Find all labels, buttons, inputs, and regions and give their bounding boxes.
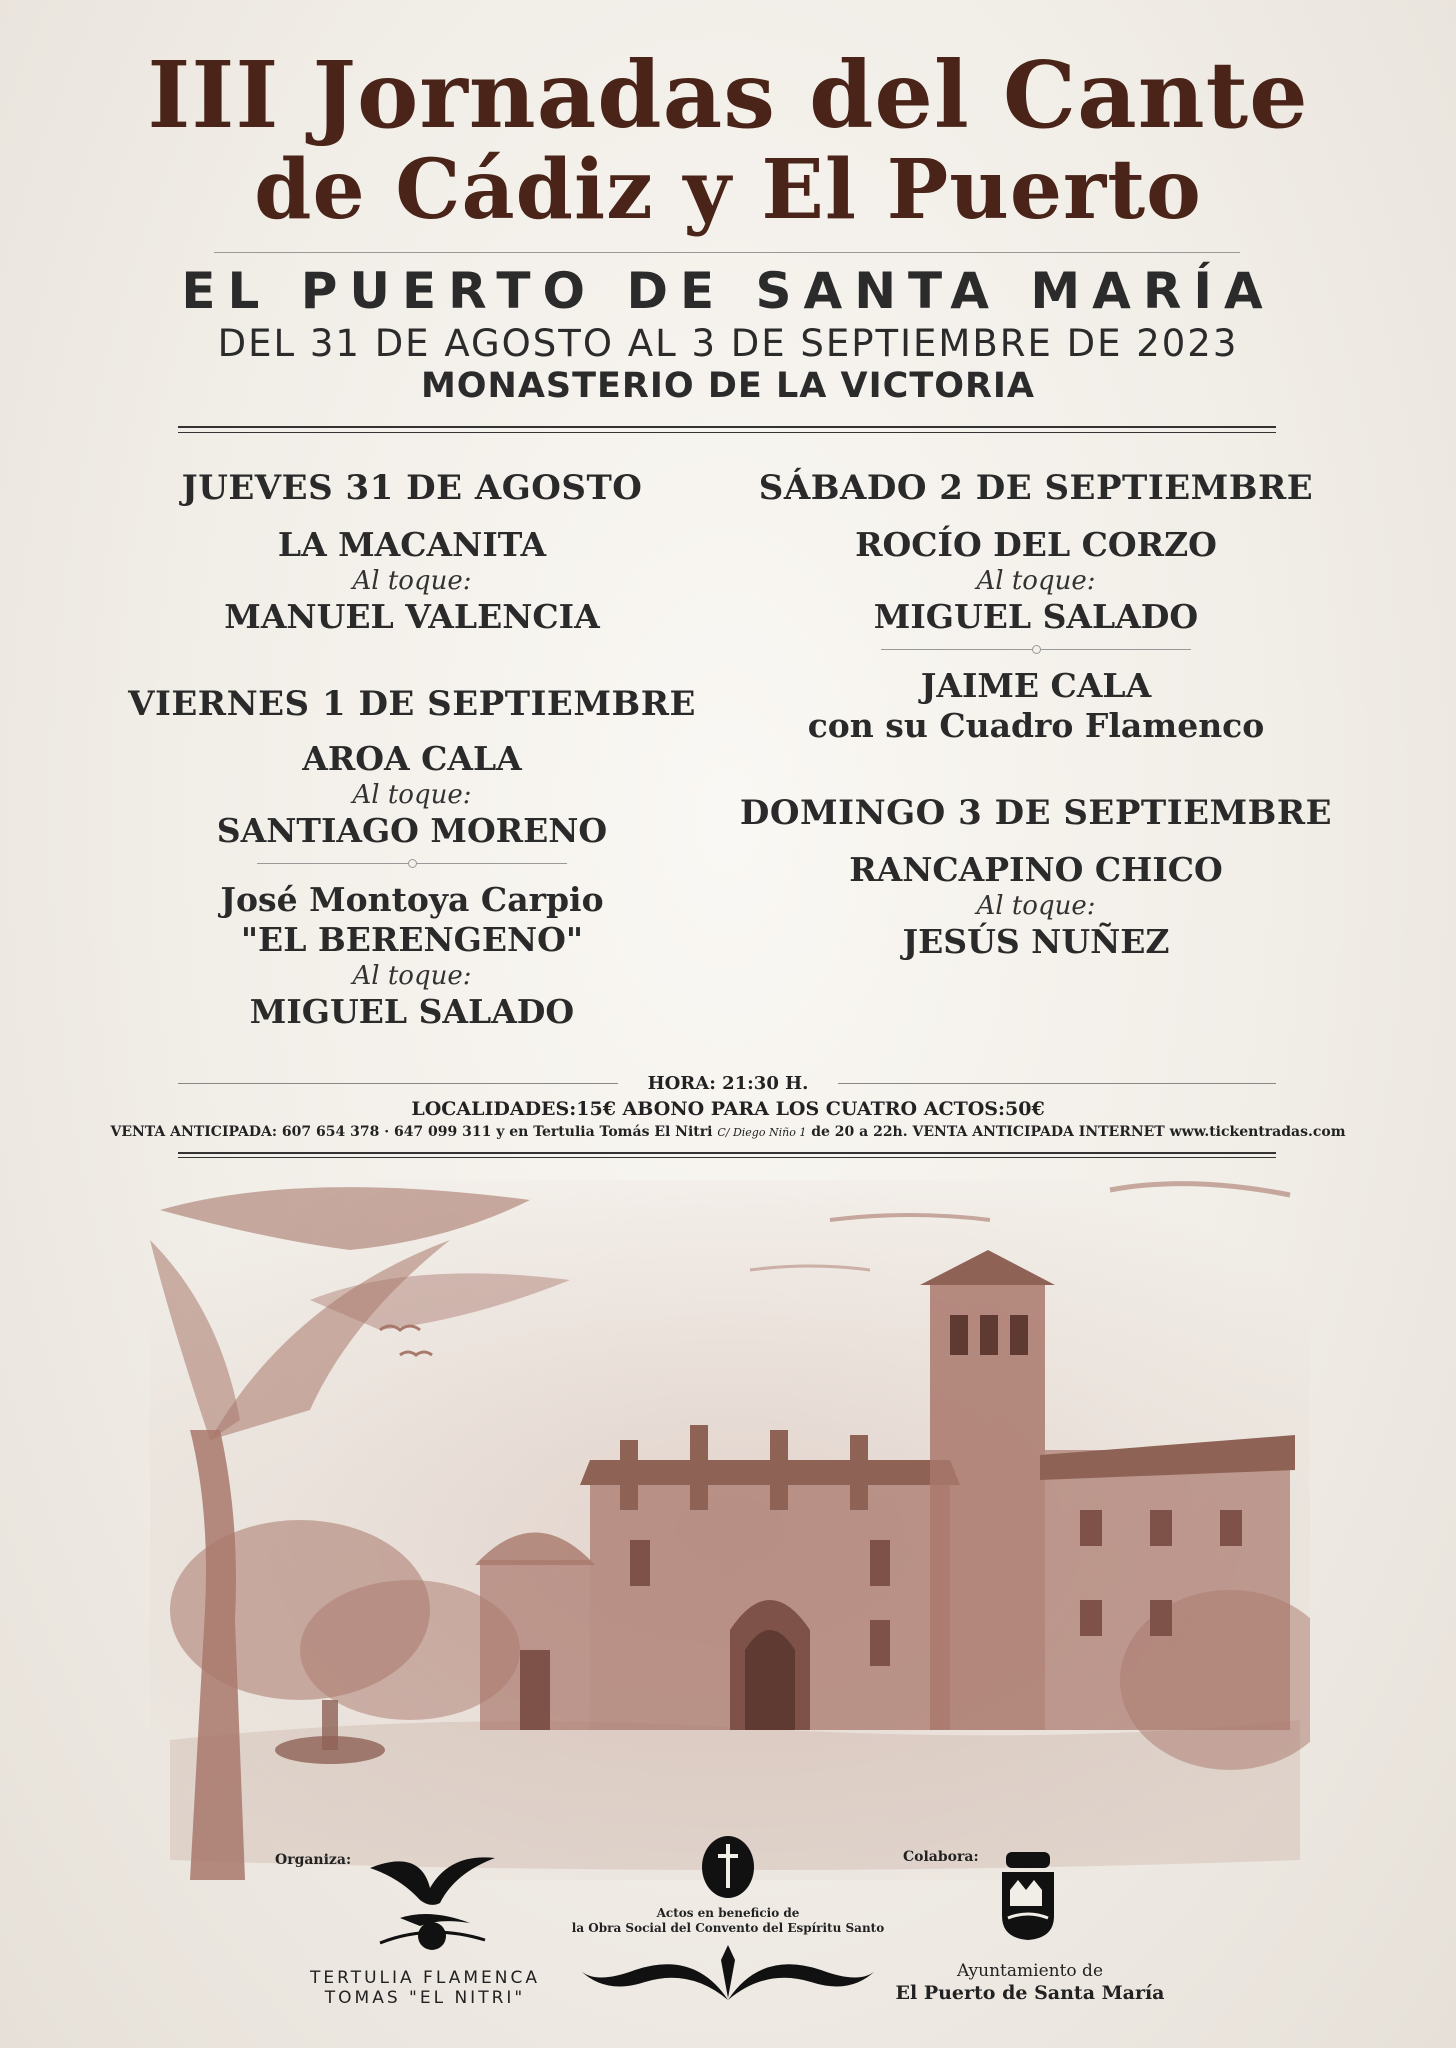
info-double-rule-bottom [178,1157,1276,1158]
benefit-text [560,1906,896,1936]
artist-name: AROA CALA [302,739,522,778]
colabora-line2: El Puerto de Santa María [895,1982,1165,2004]
monastery-illustration [150,1180,1310,1880]
day-heading-jueves: JUEVES 31 DE AGOSTO [181,468,643,508]
colabora-line1: Ayuntamiento de [956,1961,1104,1981]
city-heading: EL PUERTO DE SANTA MARÍA [181,262,1275,320]
cross-medallion-icon [700,1834,756,1900]
bird-logo-icon [360,1848,500,1958]
artist-name: ROCÍO DEL CORZO [855,525,1217,564]
presale-info [0,1124,1456,1140]
guitarist-name: SANTIAGO MORENO [216,811,608,850]
organiza-line2: TOMAS "EL NITRI" [324,1988,526,2008]
toque-label: Al toque: [352,961,472,991]
guitarist-name: MIGUEL SALADO [249,992,575,1031]
date-range: DEL 31 DE AGOSTO AL 3 DE SEPTIEMBRE DE 2023 [217,322,1239,365]
toque-label: Al toque: [352,566,472,596]
day-heading-domingo: DOMINGO 3 DE SEPTIEMBRE [739,793,1333,833]
header-double-rule-bottom [178,432,1276,433]
organiza-label: Organiza: [275,1852,352,1868]
organiza-name [290,1968,560,2008]
act-separator [257,863,567,864]
toque-label: Al toque: [976,891,1096,921]
presale-address: C/ Diego Niño 1 [717,1126,807,1139]
guitarist-name: MANUEL VALENCIA [224,597,600,636]
presale-web: de 20 a 22h. VENTA ANTICIPADA INTERNET www.tickentradas.com [806,1124,1346,1140]
ticket-prices: LOCALIDADES:15€ ABONO PARA LOS CUATRO ACTOS:50€ [411,1098,1045,1120]
benefit-line1: Actos en beneficio de [656,1906,800,1920]
artist-subtitle: con su Cuadro Flamenco [807,706,1265,745]
presale-phones: VENTA ANTICIPADA: 607 654 378 · 647 099 311 y en Tertulia Tomás El Nitri [110,1124,718,1140]
artist-name: RANCAPINO CHICO [849,850,1223,889]
toque-label: Al toque: [352,780,472,810]
poster-title-line1: III Jornadas del Cante [147,41,1309,149]
act-separator [881,649,1191,650]
colabora-name [880,1960,1180,2004]
poster-title-line2: de Cádiz y El Puerto [254,142,1202,238]
organiza-line1: TERTULIA FLAMENCA [310,1968,540,1988]
show-time: HORA: 21:30 H. [647,1073,809,1094]
toque-label: Al toque: [976,566,1096,596]
benefit-line2: la Obra Social del Convento del Espíritu Santo [571,1921,885,1935]
artist-name: LA MACANITA [277,525,547,564]
schedule-left-column [102,465,722,1032]
artist-nickname: "EL BERENGENO" [240,920,584,959]
info-double-rule-top [178,1152,1276,1154]
day-heading-viernes: VIERNES 1 DE SEPTIEMBRE [128,684,696,724]
header-double-rule-top [178,426,1276,428]
day-heading-sabado: SÁBADO 2 DE SEPTIEMBRE [758,468,1314,508]
artist-name: JAIME CALA [920,666,1152,705]
guitarist-name: JESÚS NUÑEZ [902,922,1170,961]
artist-name: José Montoya Carpio [220,880,604,919]
colabora-label: Colabora: [903,1849,979,1865]
guitarist-name: MIGUEL SALADO [873,597,1199,636]
title-divider [214,252,1240,253]
venue-name: MONASTERIO DE LA VICTORIA [420,366,1036,406]
city-crest-icon [998,1846,1058,1942]
ornament-scroll-icon [575,1940,881,2006]
schedule-right-column [726,465,1346,962]
